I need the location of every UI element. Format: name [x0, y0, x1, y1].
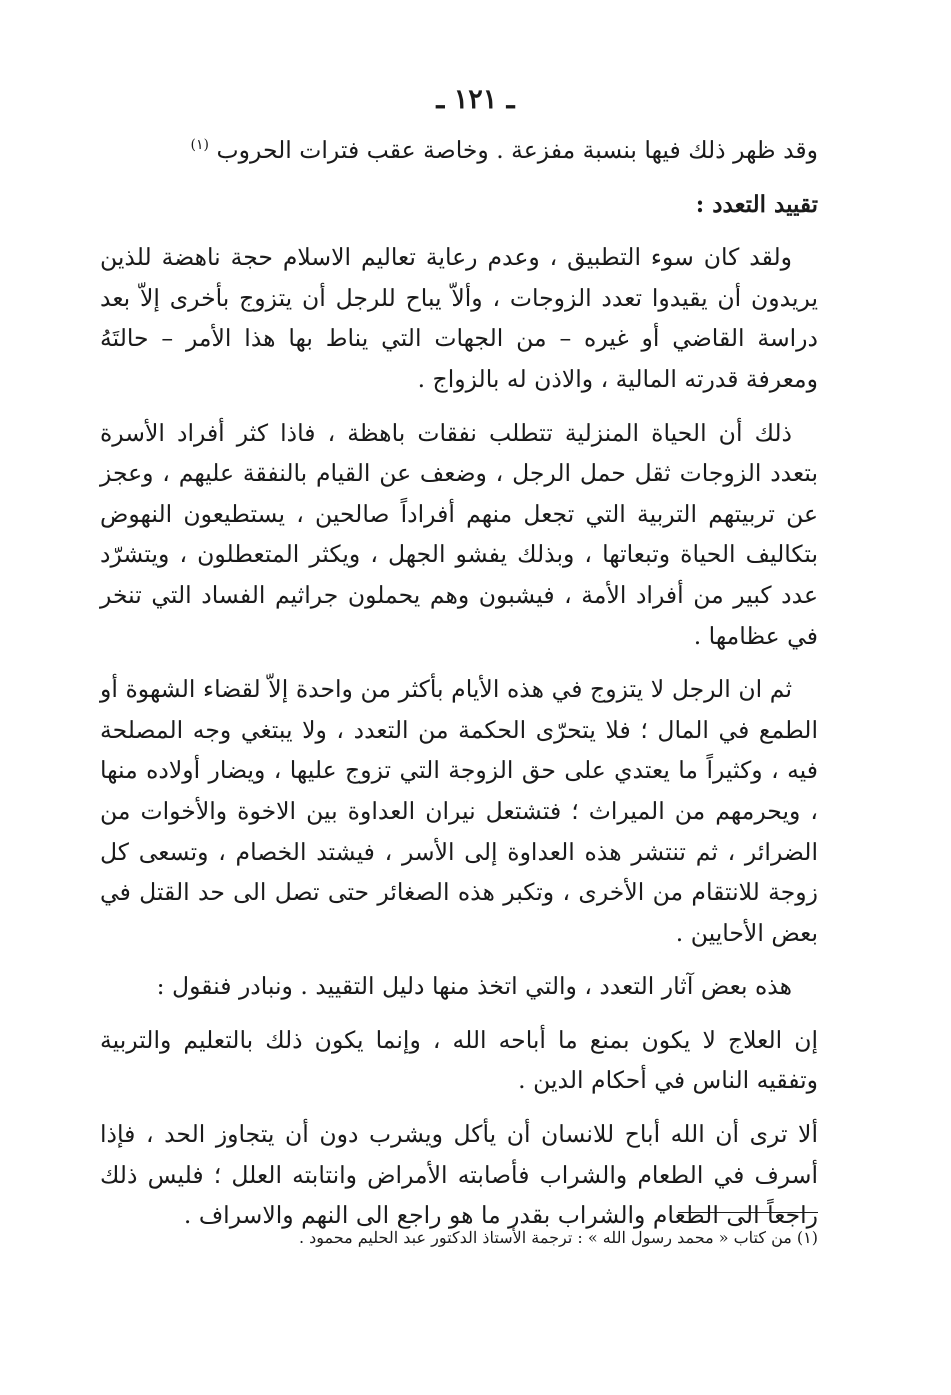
- footnote-divider: [678, 1212, 818, 1213]
- paragraph: إن العلاج لا يكون بمنع ما أباحه الله ، وإنما يكون ذلك بالتعليم والتربية وتفقيه الناس في أحكام الدين .: [100, 1025, 818, 1095]
- paragraph: ذلك أن الحياة المنزلية تتطلب نفقات باهظة ، فاذا كثر أفراد الأسرة بتعدد الزوجات ثقل حمل الرجل ، وضعف عن القيام بالنفقة عليهم ، وعجز عن تربيتهم التربية التي تجعل منهم أفراداً صالحين ، يستطيعون النهوض بتكاليف الحياة وتبعاتها ، وبذلك يفشو الجهل ، ويكثر المتعطلون ، ويتشرّد عدد كبير من أفراد الأمة ، فيشبون وهم يحملون جراثيم الفساد التي تنخر في عظامها .: [100, 418, 818, 650]
- page-body: [100, 130, 818, 1236]
- paragraph-intro-text: وقد ظهر ذلك فيها بنسبة مفزعة . وخاصة عقب فترات الحروب: [216, 136, 818, 164]
- paragraph-intro: [100, 130, 818, 171]
- footnote-reference: (١): [190, 137, 210, 154]
- footnote: (١) من كتاب « محمد رسول الله » : ترجمة الأستاذ الدكتور عبد الحليم محمود .: [298, 1228, 818, 1247]
- paragraph: ألا ترى أن الله أباح للانسان أن يأكل ويشرب دون أن يتجاوز الحد ، فإذا أسرف في الطعام والشراب فأصابته الأمراض وانتابته العلل ؛ فليس ذلك راجعاً الى الطعام والشراب بقدر ما هو راجع الى النهم والاسراف .: [100, 1120, 818, 1230]
- paragraph: ولقد كان سوء التطبيق ، وعدم رعاية تعاليم الاسلام حجة ناهضة للذين يريدون أن يقيدوا تعدد الزوجات ، وألاّ يباح للرجل أن يتزوج بأخرى إلاّ بعد دراسة القاضي أو غيره – من الجهات التي يناط بها هذا الأمر – حالتَهُ ومعرفة قدرته المالية ، والاذن له بالزواج .: [100, 243, 818, 393]
- section-heading: تقييد التعدد :: [695, 190, 818, 218]
- paragraph: ثم ان الرجل لا يتزوج في هذه الأيام بأكثر من واحدة إلاّ لقضاء الشهوة أو الطمع في المال ؛ فلا يتحرّى الحكمة من التعدد ، ولا يبتغي وجه المصلحة فيه ، وكثيراً ما يعتدي على حق الزوجة التي تزوج عليها ، ويضار أولاده منها ، ويحرمهم من الميراث ؛ فتشتعل نيران العداوة بين الاخوة والأخوات من الضرائر ، ثم تنتشر هذه العداوة إلى الأسر ، فيشتد الخصام ، وتسعى كل زوجة للانتقام من الأخرى ، وتكبر هذه الصغائر حتى تصل الى حد القتل في بعض الأحايين .: [100, 675, 818, 947]
- page-number: ـ ١٢١ ـ: [436, 84, 515, 115]
- paragraph: هذه بعض آثار التعدد ، والتي اتخذ منها دليل التقييد . ونبادر فنقول :: [156, 972, 792, 1001]
